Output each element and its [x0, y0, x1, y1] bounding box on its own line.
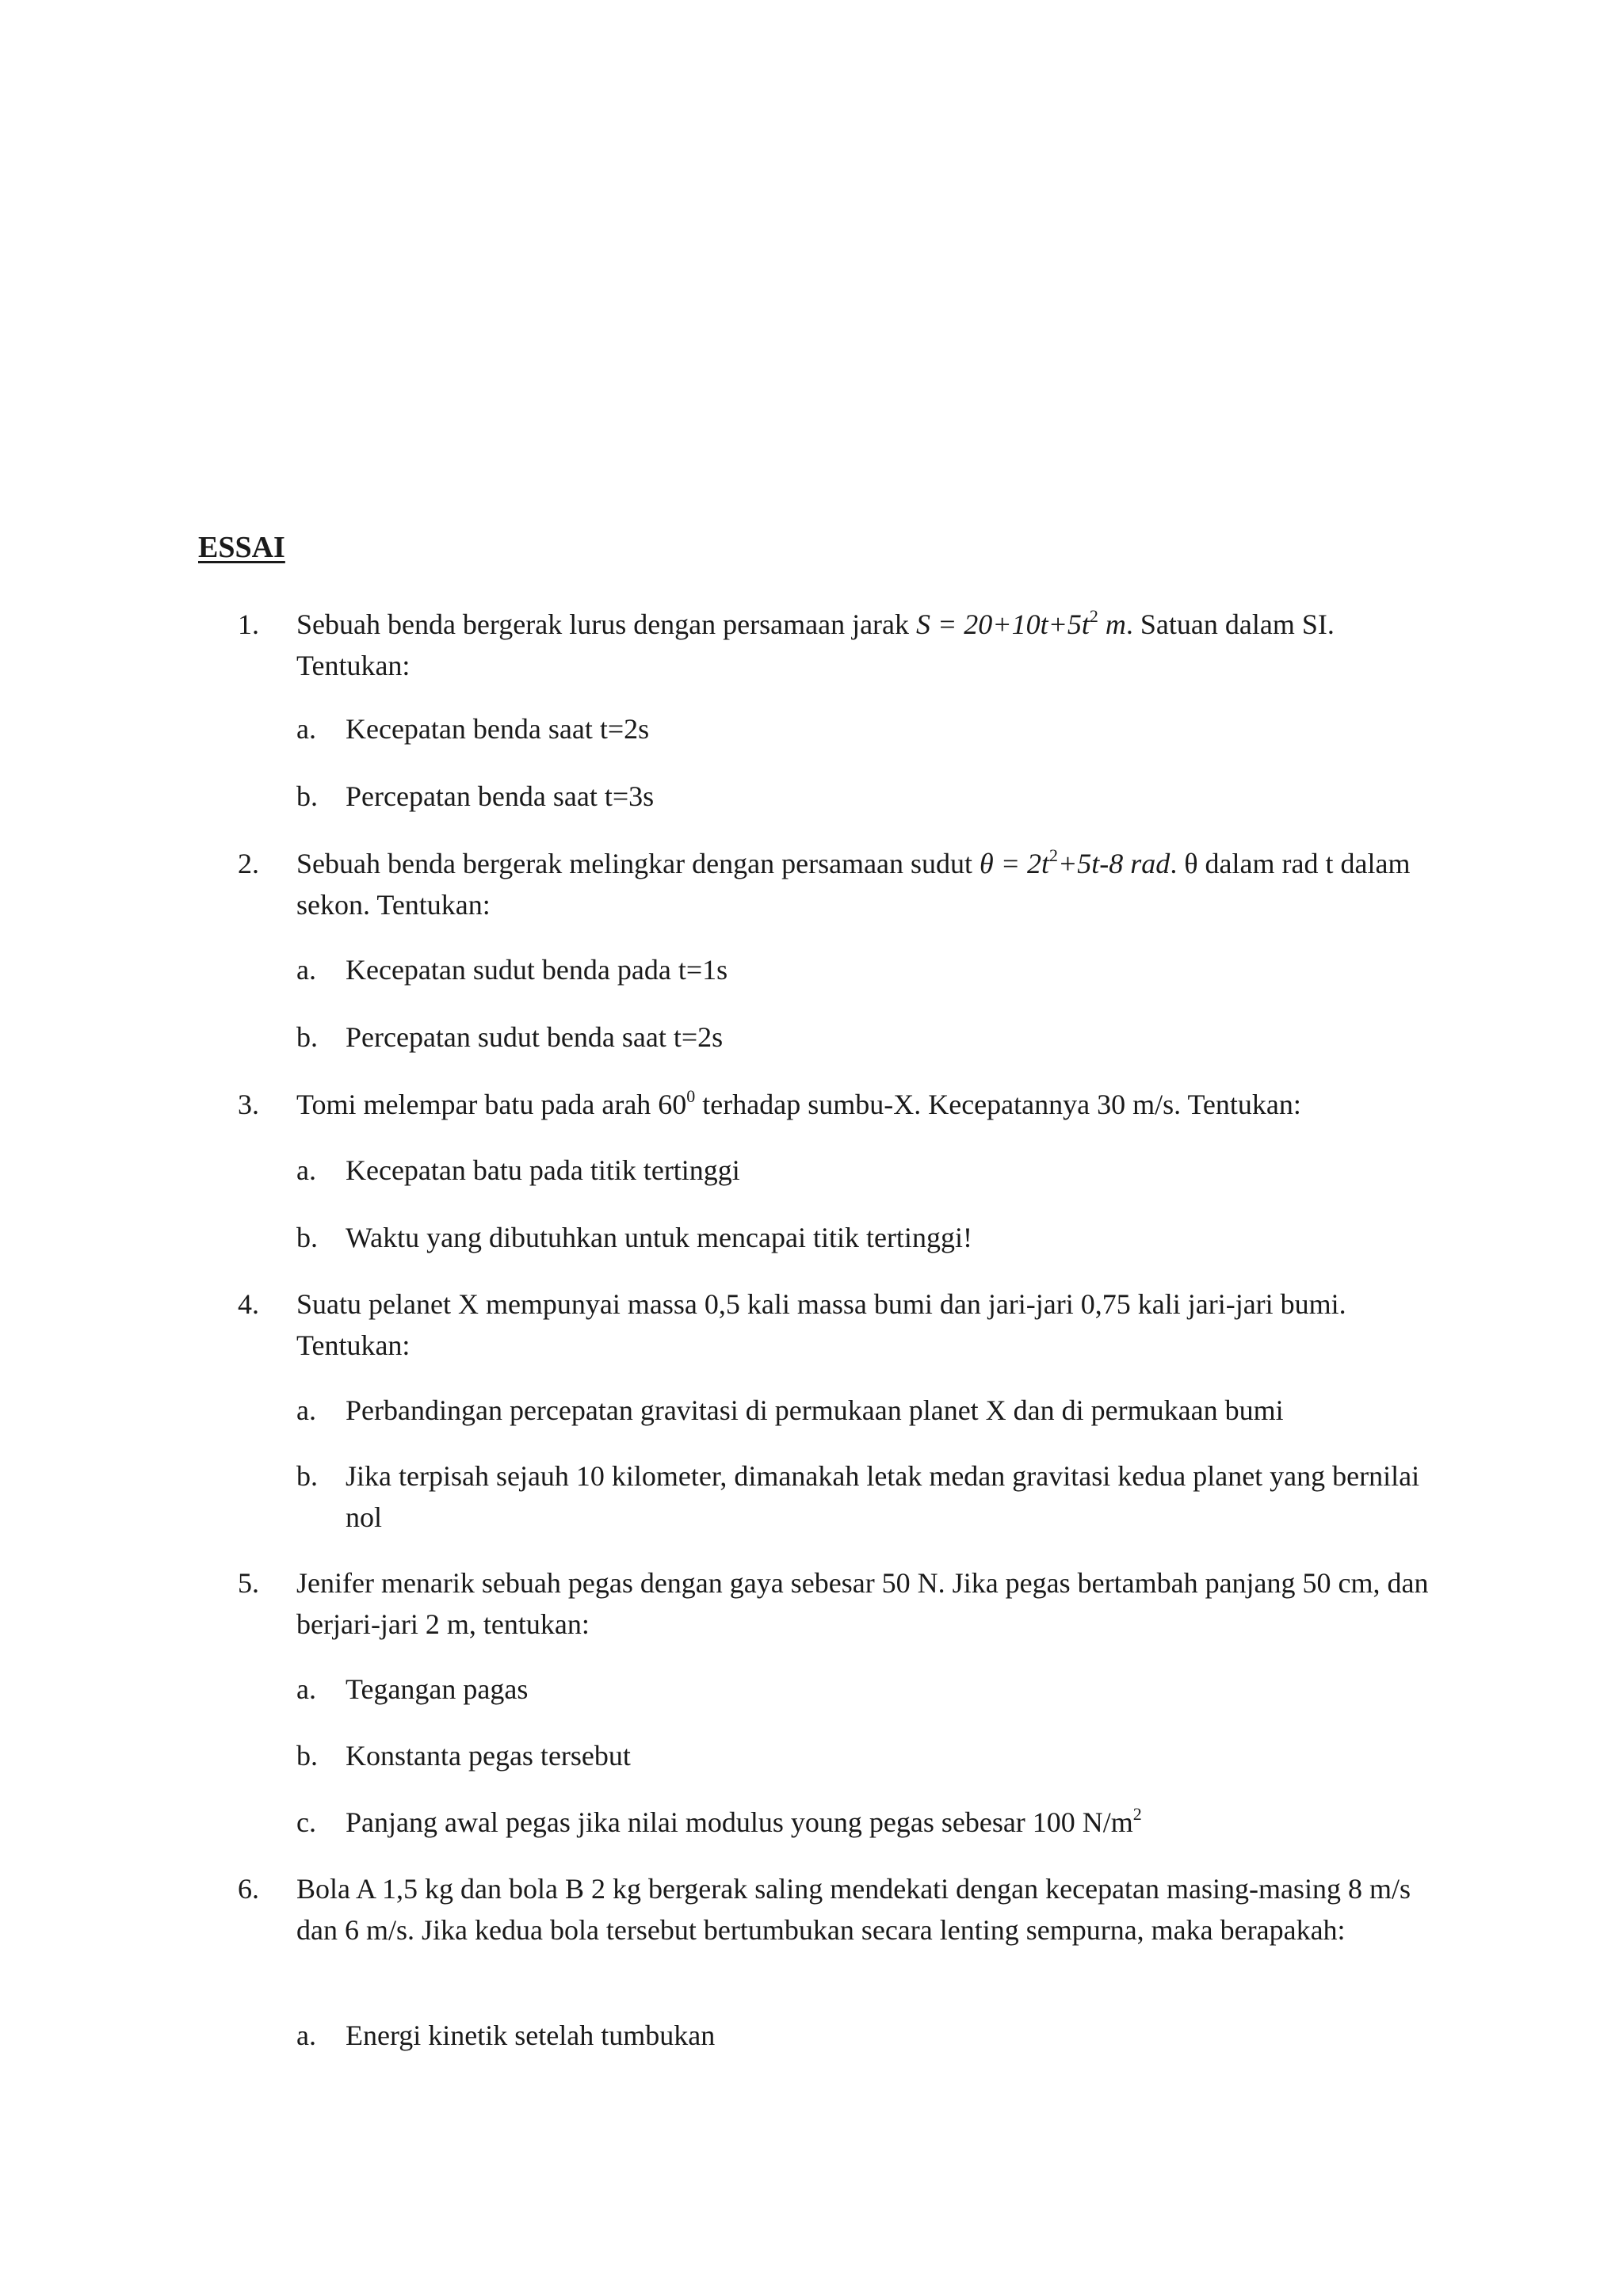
- question-2: [238, 843, 1442, 925]
- question-text: Jenifer menarik sebuah pegas dengan gaya sebesar 50 N. Jika pegas bertambah panjang 50 cm, dan berjari-jari 2 m, tentukan:: [296, 1567, 1429, 1640]
- option-text: Percepatan sudut benda saat t=2s: [346, 1021, 724, 1053]
- option-5a: [296, 1669, 1438, 1710]
- question-text: Bola A 1,5 kg dan bola B 2 kg bergerak saling mendekati dengan kecepatan masing-masing 8 m/s dan 6 m/s. Jika kedua bola tersebut bertumbukan secara lenting sempurna, maka berapakah:: [296, 1873, 1411, 1946]
- option-letter: b.: [296, 780, 318, 812]
- option-letter: a.: [296, 954, 316, 986]
- option-letter: a.: [296, 1154, 316, 1186]
- question-number: 1.: [238, 608, 259, 640]
- option-text: Jika terpisah sejauh 10 kilometer, dimanakah letak medan gravitasi kedua planet yang bernilai nol: [346, 1460, 1420, 1533]
- section-title: ESSAI: [198, 531, 285, 564]
- option-letter: a.: [296, 713, 316, 745]
- option-text: Perbandingan percepatan gravitasi di permukaan planet X dan di permukaan bumi: [346, 1394, 1284, 1426]
- option-3b: [296, 1217, 1438, 1258]
- option-text: Panjang awal pegas jika nilai modulus young pegas sebesar 100 $N/m^2$: [346, 1804, 1142, 1838]
- question-5: [238, 1562, 1442, 1645]
- question-1: [238, 604, 1442, 686]
- question-6: [238, 1868, 1442, 1951]
- question-text: Suatu pelanet X mempunyai massa 0,5 kali massa bumi dan jari-jari 0,75 kali jari-jari bumi. Tentukan:: [296, 1288, 1346, 1361]
- option-letter: b.: [296, 1740, 318, 1772]
- option-5c: [296, 1802, 1438, 1843]
- option-2a: [296, 949, 1438, 990]
- option-text: Kecepatan batu pada titik tertinggi: [346, 1154, 740, 1186]
- question-number: 4.: [238, 1288, 259, 1320]
- option-1a: [296, 708, 1438, 749]
- question-text: Sebuah benda bergerak melingkar dengan persamaan sudut $\theta = 2t^2+5t-8$ rad. θ dalam rad t dalam sekon. Tentukan:: [296, 845, 1411, 921]
- option-1b: [296, 776, 1438, 817]
- option-letter: b.: [296, 1021, 318, 1053]
- option-text: Kecepatan sudut benda pada t=1s: [346, 954, 728, 986]
- option-4b: [296, 1455, 1438, 1538]
- option-3a: [296, 1150, 1438, 1191]
- question-number: 2.: [238, 848, 259, 879]
- option-5b: [296, 1735, 1438, 1776]
- option-letter: c.: [296, 1806, 316, 1838]
- question-4: [238, 1283, 1442, 1366]
- question-number: 3.: [238, 1089, 259, 1120]
- option-letter: b.: [296, 1460, 318, 1492]
- option-letter: a.: [296, 1394, 316, 1426]
- option-text: Kecepatan benda saat t=2s: [346, 713, 650, 745]
- option-4a: [296, 1390, 1438, 1431]
- question-number: 6.: [238, 1873, 259, 1905]
- option-6a: [296, 2015, 1438, 2056]
- option-text: Tegangan pagas: [346, 1673, 529, 1705]
- option-text: Percepatan benda saat t=3s: [346, 780, 655, 812]
- option-letter: a.: [296, 2019, 316, 2051]
- option-letter: a.: [296, 1673, 316, 1705]
- option-text: Energi kinetik setelah tumbukan: [346, 2019, 716, 2051]
- option-letter: b.: [296, 1222, 318, 1253]
- option-text: Waktu yang dibutuhkan untuk mencapai titik tertinggi!: [346, 1222, 972, 1253]
- question-3: [238, 1084, 1442, 1125]
- option-2b: [296, 1016, 1438, 1058]
- question-text: Tomi melempar batu pada arah $60^0$ terhadap sumbu-X. Kecepatannya 30 m/s. Tentukan:: [296, 1086, 1301, 1120]
- option-text: Konstanta pegas tersebut: [346, 1740, 631, 1772]
- question-text: Sebuah benda bergerak lurus dengan persamaan jarak $S = 20+10t+5t^2$ m. Satuan dalam SI. Tentukan:: [296, 606, 1335, 681]
- question-number: 5.: [238, 1567, 259, 1599]
